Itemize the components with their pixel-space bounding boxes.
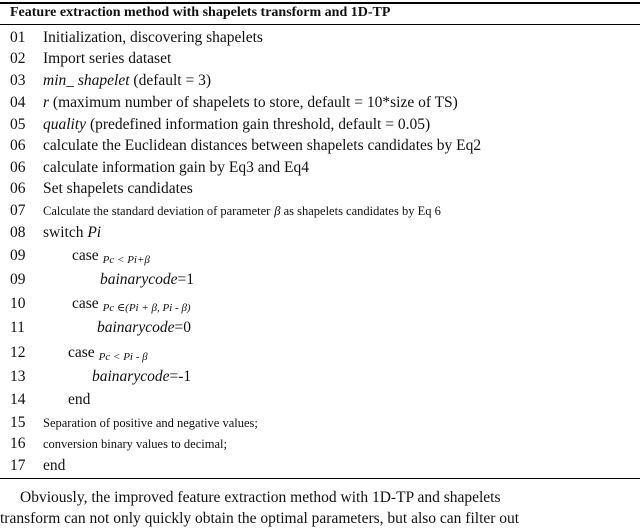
table-bottom-rule (0, 478, 640, 479)
line-number: 04 (10, 94, 26, 111)
case-keyword: case (72, 247, 99, 264)
algorithm-line (10, 27, 263, 49)
line-text: (maximum number of shapelets to store, default = 10*size of TS) (49, 94, 458, 111)
line-number: 14 (10, 391, 26, 408)
algorithm-line (10, 114, 430, 136)
case-keyword: case (72, 295, 99, 312)
line-var: bainarycode (100, 271, 178, 288)
algorithm-line (10, 222, 101, 244)
body-paragraph-line: Obviously, the improved feature extraction method with 1D-TP and shapelets (20, 489, 501, 506)
line-text-cont: as shapelets candidates by Eq 6 (280, 204, 441, 218)
algorithm-line (10, 200, 441, 222)
line-var: min_ shapelet (43, 72, 130, 89)
line-number: 11 (10, 319, 25, 336)
line-text: =1 (177, 271, 194, 288)
line-number: 01 (10, 29, 26, 46)
algorithm-line (10, 366, 191, 388)
algorithm-line (10, 412, 258, 434)
line-text: (predefined information gain threshold, default = 0.05) (86, 116, 431, 133)
algorithm-line (10, 342, 148, 364)
algorithm-line (10, 433, 227, 455)
line-var: r (43, 94, 50, 111)
line-text: calculate the Euclidean distances between shapelets candidates by Eq2 (43, 137, 482, 154)
algorithm-line (10, 48, 171, 70)
line-text: end (68, 391, 91, 408)
beta-symbol: β (274, 204, 281, 218)
line-text: Calculate the standard deviation of parameter (43, 204, 271, 218)
table-top-rule (0, 2, 640, 4)
algorithm-line (10, 178, 193, 200)
line-var: Pi (87, 224, 102, 241)
table-header-rule (0, 24, 640, 25)
line-var: bainarycode (92, 368, 170, 385)
line-var: quality (43, 116, 87, 133)
line-number: 10 (10, 295, 26, 312)
line-number: 12 (10, 344, 26, 361)
line-text: =-1 (169, 368, 192, 385)
line-number: 09 (10, 271, 26, 288)
line-number: 09 (10, 247, 26, 264)
line-text: end (43, 457, 66, 474)
case-condition: Pc ∈(Pi + β, Pi - β) (102, 302, 191, 314)
line-text: Import series dataset (43, 50, 172, 67)
algorithm-line (10, 245, 150, 267)
line-text: Initialization, discovering shapelets (43, 29, 263, 46)
line-var: bainarycode (97, 319, 175, 336)
line-number: 06 (10, 180, 26, 197)
line-number: 15 (10, 414, 26, 431)
line-number: 06 (10, 159, 26, 176)
line-text: (default = 3) (129, 72, 212, 89)
line-number: 07 (10, 202, 26, 219)
line-number: 16 (10, 435, 26, 452)
case-condition: Pc < Pi - β (98, 351, 148, 363)
line-number: 03 (10, 72, 26, 89)
line-number: 08 (10, 224, 26, 241)
algorithm-line (10, 269, 194, 291)
algorithm-line (10, 389, 90, 411)
line-number: 13 (10, 368, 26, 385)
algorithm-line (10, 317, 191, 339)
line-text: switch (43, 224, 88, 241)
case-condition: Pc < Pi+β (102, 254, 150, 266)
line-text: =0 (174, 319, 191, 336)
line-number: 02 (10, 50, 26, 67)
algorithm-line (10, 70, 211, 92)
algorithm-line (10, 135, 481, 157)
line-text: Set shapelets candidates (43, 180, 193, 197)
line-text: calculate information gain by Eq3 and Eq4 (43, 159, 309, 176)
line-text: conversion binary values to decimal; (43, 437, 227, 451)
algorithm-line (10, 157, 309, 179)
line-number: 05 (10, 116, 26, 133)
algorithm-line (10, 293, 191, 315)
body-paragraph-line: transform can not only quickly obtain the optimal parameters, but also can filter out (0, 510, 520, 527)
line-text: Separation of positive and negative values; (43, 416, 258, 430)
algorithm-title: Feature extraction method with shapelets transform and 1D-TP (10, 5, 391, 20)
algorithm-line (10, 455, 65, 477)
case-keyword: case (68, 344, 95, 361)
algorithm-line (10, 92, 458, 114)
line-number: 06 (10, 137, 26, 154)
line-number: 17 (10, 457, 26, 474)
